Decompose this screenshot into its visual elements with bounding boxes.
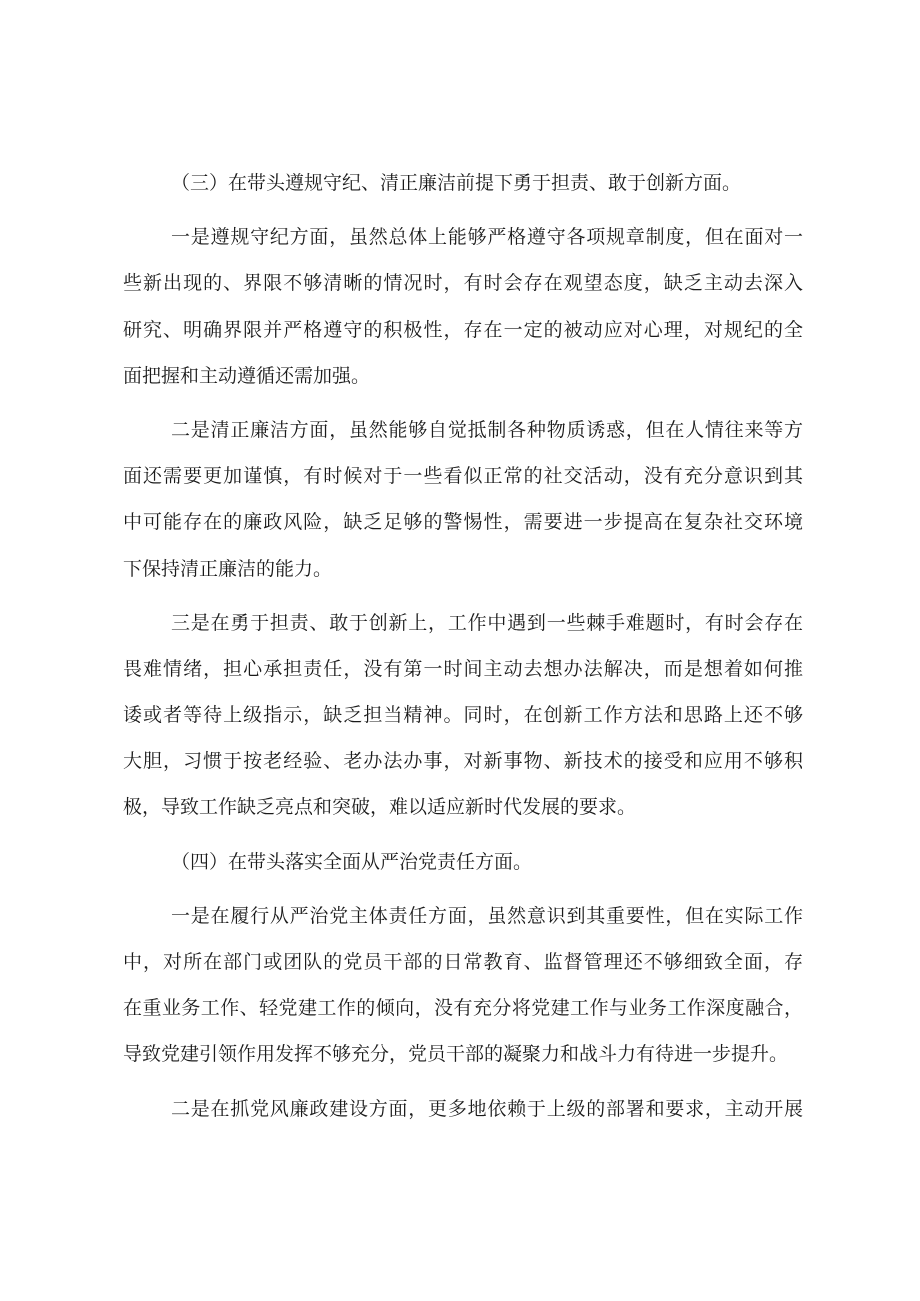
paragraph-line: 面把握和主动遵循还需加强。: [123, 364, 371, 387]
document-body: [123, 160, 803, 1132]
paragraph-line: 中，对所在部门或团队的党员干部的日常教育、监督管理还不够细致全面，存: [123, 951, 803, 973]
paragraph-line: 二是清正廉洁方面，虽然能够自觉抵制各种物质诱惑，但在人情往来等方: [171, 418, 803, 441]
paragraph-gap: [123, 831, 803, 839]
paragraph-gap: [123, 592, 803, 600]
paragraph-line: 诿或者等待上级指示，缺乏担当精神。同时，在创新工作方法和思路上还不够: [123, 704, 803, 727]
paragraph-line: 一是在履行从严治党主体责任方面，虽然意识到其重要性，但在实际工作: [171, 904, 803, 927]
paragraph-gap: [123, 885, 803, 893]
paragraph-line: 研究、明确界限并严格遵守的积极性，存在一定的被动应对心理，对规纪的全: [123, 318, 803, 341]
paragraph-line: 些新出现的、界限不够清晰的情况时，有时会存在观望态度，缺乏主动去深入: [123, 272, 803, 295]
paragraph-line: 一是遵规守纪方面，虽然总体上能够严格遵守各项规章制度，但在面对一: [171, 226, 803, 249]
paragraph-line: 面还需要更加谨慎，有时候对于一些看似正常的社交活动，没有充分意识到其: [123, 465, 803, 488]
paragraph-line: 二是在抓党风廉政建设方面，更多地依赖于上级的部署和要求，主动开展: [171, 1097, 803, 1120]
paragraph-gap: [123, 1078, 803, 1086]
paragraph-line: 下保持清正廉洁的能力。: [123, 557, 333, 580]
paragraph-line: 大胆，习惯于按老经验、老办法办事，对新事物、新技术的接受和应用不够积: [123, 750, 803, 773]
section-heading-3: （三）在带头遵规守纪、清正廉洁前提下勇于担责、敢于创新方面。: [171, 172, 742, 194]
paragraph-gap: [123, 206, 803, 214]
paragraph-line: 中可能存在的廉政风险，缺乏足够的警惕性，需要进一步提高在复杂社交环境: [123, 511, 803, 534]
paragraph-line: 导致党建引领作用发挥不够充分，党员干部的凝聚力和战斗力有待进一步提升。: [123, 1043, 789, 1066]
paragraph-line: 三是在勇于担责、敢于创新上，工作中遇到一些棘手难题时，有时会存在: [171, 611, 803, 634]
paragraph-line: 畏难情绪，担心承担责任，没有第一时间主动去想办法解决，而是想着如何推: [123, 657, 803, 680]
paragraph-line: 在重业务工作、轻党建工作的倾向，没有充分将党建工作与业务工作深度融合，: [123, 997, 803, 1020]
paragraph-line: 极，导致工作缺乏亮点和突破，难以适应新时代发展的要求。: [123, 796, 637, 819]
section-heading-4: （四）在带头落实全面从严治党责任方面。: [171, 850, 533, 873]
paragraph-gap: [123, 399, 803, 407]
